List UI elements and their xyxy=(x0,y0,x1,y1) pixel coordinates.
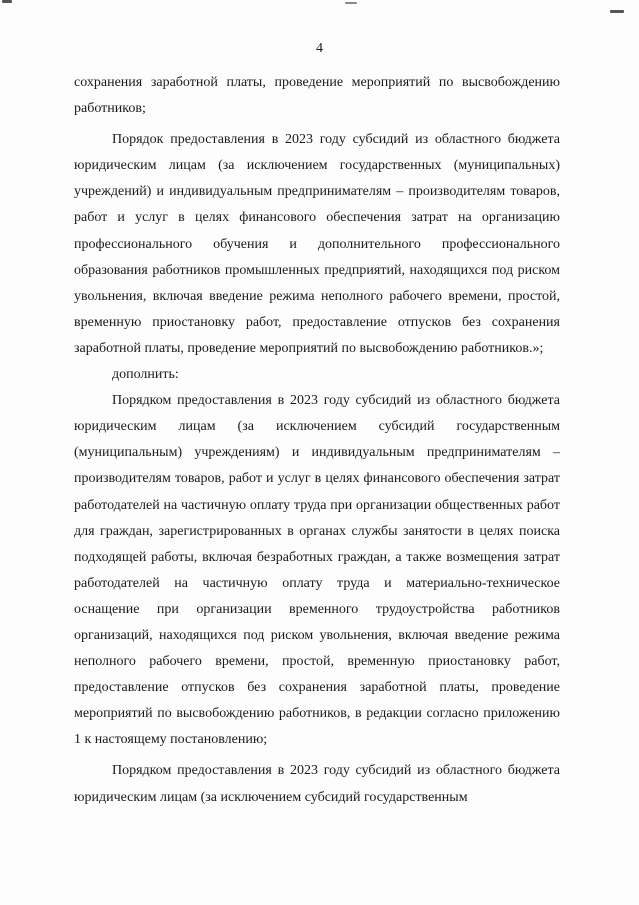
scan-artifact xyxy=(2,0,12,3)
paragraph-new-order-2: Порядком предоставления в 2023 году субсидий из областного бюджета юридическим лицам (за исключением субсидий государственным xyxy=(74,763,560,805)
page-number: 4 xyxy=(316,41,323,56)
paragraph-previous-order: Порядок предоставления в 2023 году субсидий из областного бюджета юридическим лицам (за исключением государственных (муниципальных) учреждений) и индивидуальным предпринимателям – производителям товаров, работ и услуг в целях финансового обеспечения затрат на организацию профессионального обучения и дополнительного профессионального образования работников промышленных предприятий, находящихся под риском увольнения, включая введение режима неполного рабочего времени, простой, временную приостановку работ, предоставление отпусков без сохранения заработной платы, проведение мероприятий по высвобождению работников.»; xyxy=(74,132,560,356)
scan-artifact xyxy=(345,2,357,4)
document-body xyxy=(74,70,560,811)
paragraph-supplement-intro: дополнить: xyxy=(112,367,179,383)
paragraph-continuation: сохранения заработной платы, проведение мероприятий по высвобождению работников; xyxy=(74,75,560,117)
paragraph-new-order-1: Порядком предоставления в 2023 году субсидий из областного бюджета юридическим лицам (за исключением субсидий государственным (муниципальным) учреждениям) и индивидуальным предпринимателям – производителям товаров, работ и услуг в целях финансового обеспечения затрат работодателей на частичную оплату труда при организации общественных работ для граждан, зарегистрированных в органах службы занятости в целях поиска подходящей работы, включая безработных граждан, а также возмещения затрат работодателей на частичную оплату труда и материально-техническое оснащение при организации временного трудоустройства работников организаций, находящихся под риском увольнения, включая введение режима неполного рабочего времени, простой, временную приостановку работ, предоставление отпусков без сохранения заработной платы, проведение мероприятий по высвобождению работников, в редакции согласно приложению 1 к настоящему постановлению; xyxy=(74,393,560,748)
scan-artifact xyxy=(610,10,624,13)
